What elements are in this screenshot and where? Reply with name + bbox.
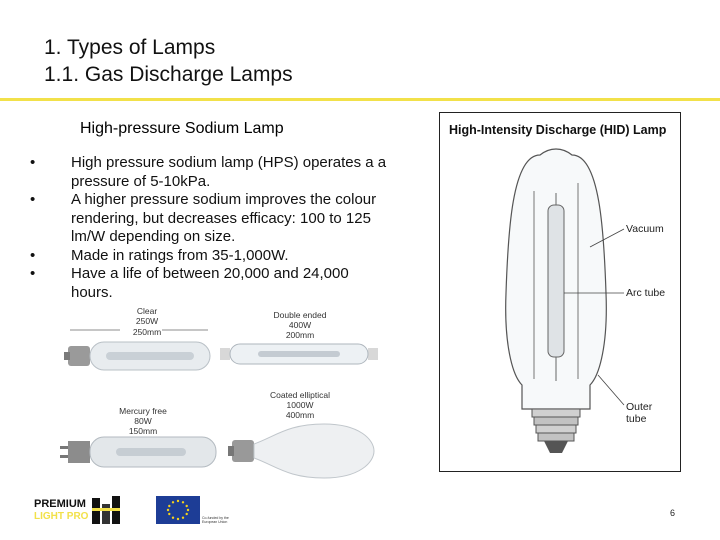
diagram-title: High-Intensity Discharge (HID) Lamp	[449, 123, 667, 137]
caption-clear-size: 250mm	[132, 327, 162, 337]
label-vacuum: Vacuum	[626, 223, 664, 235]
bullet-text: Made in ratings from 35-1,000W.	[71, 246, 289, 264]
bullet-marker: •	[30, 265, 36, 282]
mercury-free-lamp-photo	[60, 432, 220, 472]
bullet-text: High pressure sodium lamp (HPS) operates a a pressure of 5-10kPa.	[71, 154, 387, 190]
title-line-1: 1. Types of Lamps	[44, 36, 216, 59]
title-line-2: 1.1. Gas Discharge Lamps	[44, 63, 293, 86]
caption-coated-elliptical: Coated elliptical 1000W 400mm	[269, 390, 330, 420]
bullet-marker: •	[30, 154, 36, 171]
bullet-marker: •	[30, 191, 36, 208]
title-divider	[0, 98, 720, 101]
logo-graphic	[34, 494, 128, 528]
bullet-item	[28, 191, 388, 247]
bullet-item	[28, 265, 388, 302]
page-number: 6	[670, 508, 676, 518]
slide-title	[44, 34, 293, 88]
logo-text-premium: PREMIUM	[34, 498, 86, 510]
premium-light-pro-logo	[34, 494, 128, 533]
label-outer-tube: Outer tube	[626, 401, 653, 425]
coated-elliptical-lamp-photo	[228, 420, 378, 482]
bullet-text: Have a life of between 20,000 and 24,000 hours.	[71, 265, 349, 301]
eu-caption: Co-funded by the European Union	[202, 516, 229, 524]
clear-lamp-photo	[62, 324, 216, 382]
label-arc-tube: Arc tube	[626, 287, 666, 299]
bullet-item	[28, 247, 388, 266]
bullet-item	[28, 154, 388, 191]
bullet-marker: •	[30, 246, 36, 264]
section-subtitle: High-pressure Sodium Lamp	[80, 120, 284, 137]
bullet-list	[28, 154, 388, 302]
double-ended-lamp-photo	[220, 340, 378, 370]
hid-lamp-diagram	[439, 112, 681, 472]
caption-clear: Clear 250W	[135, 306, 159, 326]
eu-flag	[156, 496, 200, 524]
caption-mercury-free: Mercury free 80W 150mm	[119, 406, 167, 436]
bullet-text: A higher pressure sodium improves the colour rendering, but decreases efficacy: 100 to 125 lm/W depending on size.	[71, 191, 377, 245]
caption-double-ended: Double ended 400W 200mm	[273, 310, 327, 340]
logo-text-light: LIGHT PRO	[34, 511, 89, 522]
